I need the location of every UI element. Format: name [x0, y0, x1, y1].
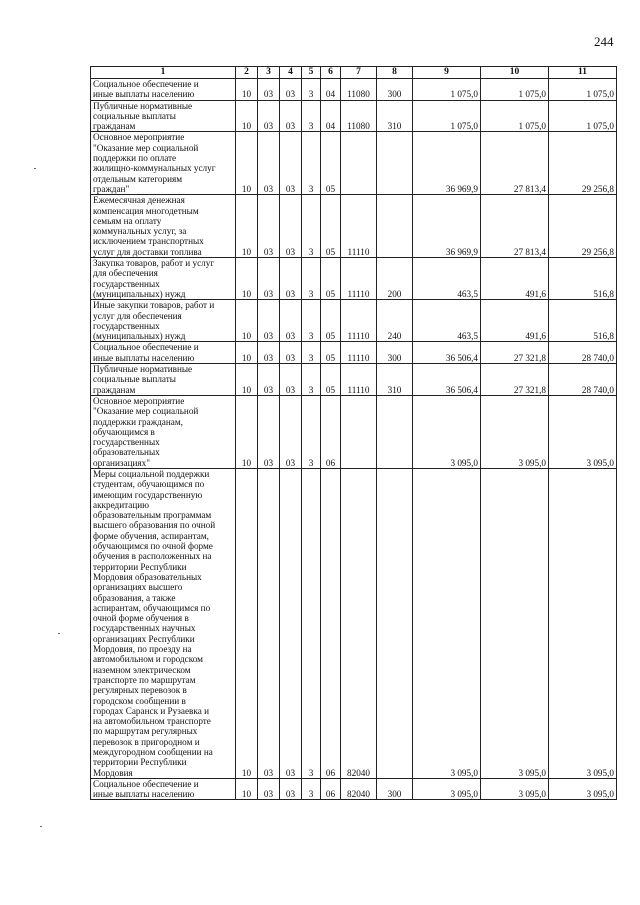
event-code: 06	[321, 395, 341, 468]
subprogram-code: 3	[302, 100, 321, 132]
section-code: 10	[236, 364, 258, 396]
amount-year-2: 3 095,0	[481, 468, 549, 778]
expense-direction-code: 11080	[341, 100, 377, 132]
col-header: 2	[236, 67, 258, 79]
amount-year-1: 36 969,9	[413, 132, 481, 195]
program-code: 03	[280, 258, 302, 300]
amount-year-1: 36 506,4	[413, 364, 481, 396]
event-code: 05	[321, 195, 341, 258]
amount-year-1: 1 075,0	[413, 79, 481, 101]
subsection-code: 03	[258, 468, 280, 778]
expense-type-code	[377, 132, 413, 195]
program-code: 03	[280, 300, 302, 342]
amount-year-3: 1 075,0	[549, 100, 617, 132]
event-code: 05	[321, 258, 341, 300]
program-code: 03	[280, 468, 302, 778]
program-code: 03	[280, 342, 302, 364]
expense-type-code: 200	[377, 258, 413, 300]
row-name: Социальное обеспечение и иные выплаты населению	[91, 79, 236, 101]
amount-year-3: 1 075,0	[549, 79, 617, 101]
subprogram-code: 3	[302, 258, 321, 300]
amount-year-3: 516,8	[549, 300, 617, 342]
expense-direction-code: 82040	[341, 778, 377, 800]
event-code: 04	[321, 79, 341, 101]
col-header: 5	[302, 67, 321, 79]
amount-year-3: 3 095,0	[549, 778, 617, 800]
col-header: 10	[481, 67, 549, 79]
amount-year-3: 516,8	[549, 258, 617, 300]
expense-direction-code: 11080	[341, 79, 377, 101]
expense-type-code: 300	[377, 79, 413, 101]
subprogram-code: 3	[302, 79, 321, 101]
section-code: 10	[236, 132, 258, 195]
subprogram-code: 3	[302, 778, 321, 800]
section-code: 10	[236, 300, 258, 342]
event-code: 05	[321, 132, 341, 195]
amount-year-3: 29 256,8	[549, 132, 617, 195]
subsection-code: 03	[258, 79, 280, 101]
row-name: Публичные нормативные социальные выплаты гражданам	[91, 364, 236, 396]
expense-direction-code: 11110	[341, 300, 377, 342]
section-code: 10	[236, 342, 258, 364]
row-name: Меры социальной поддержки студентам, обучающимся по имеющим государственную аккредитацию образовательным программам высшего образования по очной форме обучения, аспирантам, обучающимся по очной форме обучения в расположенных на территории Республики Мордовия образовательных организациях высшего образования, а также аспирантам, обучающимся по очной форме обучения в государственных научных организациях Республики Мордовия, по проезду на автомобильном и городском наземном электрическом транспорте по маршрутам регулярных перевозок в городском сообщении в городах Саранск и Рузаевка и на автомобильном транспорте по маршрутам регулярных перевозок в пригородном и междугородном сообщении на территории Республики Мордовия	[91, 468, 236, 778]
col-header: 3	[258, 67, 280, 79]
table-row	[91, 79, 617, 101]
row-name: Основное мероприятие "Оказание мер социальной поддержки по оплате жилищно-коммунальных услуг отдельным категориям граждан"	[91, 132, 236, 195]
event-code: 05	[321, 364, 341, 396]
subprogram-code: 3	[302, 300, 321, 342]
table-row	[91, 468, 617, 778]
expense-direction-code	[341, 395, 377, 468]
subprogram-code: 3	[302, 195, 321, 258]
program-code: 03	[280, 100, 302, 132]
subsection-code: 03	[258, 342, 280, 364]
table-row	[91, 100, 617, 132]
amount-year-2: 491,6	[481, 258, 549, 300]
scan-speck	[40, 826, 42, 827]
col-header: 11	[549, 67, 617, 79]
col-header: 4	[280, 67, 302, 79]
subsection-code: 03	[258, 258, 280, 300]
program-code: 03	[280, 195, 302, 258]
event-code: 06	[321, 778, 341, 800]
subprogram-code: 3	[302, 364, 321, 396]
expense-direction-code: 11110	[341, 195, 377, 258]
program-code: 03	[280, 395, 302, 468]
program-code: 03	[280, 132, 302, 195]
row-name: Закупка товаров, работ и услуг для обеспечения государственных (муниципальных) нужд	[91, 258, 236, 300]
expense-type-code	[377, 468, 413, 778]
subprogram-code: 3	[302, 468, 321, 778]
col-header: 1	[91, 67, 236, 79]
table-row	[91, 364, 617, 396]
expense-type-code: 240	[377, 300, 413, 342]
subsection-code: 03	[258, 195, 280, 258]
amount-year-2: 1 075,0	[481, 79, 549, 101]
row-name: Публичные нормативные социальные выплаты гражданам	[91, 100, 236, 132]
program-code: 03	[280, 364, 302, 396]
scan-speck	[34, 168, 36, 169]
scan-speck	[58, 633, 60, 634]
table-row	[91, 342, 617, 364]
subprogram-code: 3	[302, 132, 321, 195]
section-code: 10	[236, 468, 258, 778]
table-row	[91, 132, 617, 195]
col-header: 6	[321, 67, 341, 79]
section-code: 10	[236, 395, 258, 468]
subsection-code: 03	[258, 100, 280, 132]
expense-direction-code: 11110	[341, 258, 377, 300]
subsection-code: 03	[258, 300, 280, 342]
subsection-code: 03	[258, 364, 280, 396]
row-name: Ежемесячная денежная компенсация многодетным семьям на оплату коммунальных услуг, за исключением транспортных услуг для доставки топлива	[91, 195, 236, 258]
row-name: Иные закупки товаров, работ и услуг для обеспечения государственных (муниципальных) нужд	[91, 300, 236, 342]
event-code: 05	[321, 300, 341, 342]
subsection-code: 03	[258, 395, 280, 468]
amount-year-3: 28 740,0	[549, 342, 617, 364]
amount-year-3: 29 256,8	[549, 195, 617, 258]
amount-year-1: 36 969,9	[413, 195, 481, 258]
expense-direction-code	[341, 132, 377, 195]
header-row	[91, 67, 617, 79]
row-name: Основное мероприятие "Оказание мер социальной поддержки гражданам, обучающимся в государственных образовательных организациях"	[91, 395, 236, 468]
expense-type-code	[377, 395, 413, 468]
subprogram-code: 3	[302, 395, 321, 468]
amount-year-2: 491,6	[481, 300, 549, 342]
expense-type-code: 310	[377, 364, 413, 396]
amount-year-1: 3 095,0	[413, 778, 481, 800]
amount-year-2: 27 813,4	[481, 195, 549, 258]
expense-type-code: 300	[377, 342, 413, 364]
amount-year-1: 1 075,0	[413, 100, 481, 132]
subsection-code: 03	[258, 778, 280, 800]
amount-year-1: 3 095,0	[413, 395, 481, 468]
expense-type-code: 300	[377, 778, 413, 800]
program-code: 03	[280, 79, 302, 101]
row-name: Социальное обеспечение и иные выплаты населению	[91, 778, 236, 800]
col-header: 9	[413, 67, 481, 79]
event-code: 04	[321, 100, 341, 132]
amount-year-2: 27 813,4	[481, 132, 549, 195]
program-code: 03	[280, 778, 302, 800]
expense-type-code	[377, 195, 413, 258]
amount-year-1: 3 095,0	[413, 468, 481, 778]
event-code: 06	[321, 468, 341, 778]
budget-table	[90, 66, 617, 800]
section-code: 10	[236, 778, 258, 800]
amount-year-2: 3 095,0	[481, 395, 549, 468]
expense-direction-code: 11110	[341, 342, 377, 364]
amount-year-1: 463,5	[413, 258, 481, 300]
table-row	[91, 300, 617, 342]
section-code: 10	[236, 195, 258, 258]
amount-year-2: 27 321,8	[481, 342, 549, 364]
table-row	[91, 778, 617, 800]
row-name: Социальное обеспечение и иные выплаты населению	[91, 342, 236, 364]
expense-direction-code: 82040	[341, 468, 377, 778]
expense-direction-code: 11110	[341, 364, 377, 396]
table-row	[91, 258, 617, 300]
col-header: 7	[341, 67, 377, 79]
page-number: 244	[594, 34, 614, 49]
amount-year-2: 27 321,8	[481, 364, 549, 396]
amount-year-3: 3 095,0	[549, 395, 617, 468]
section-code: 10	[236, 258, 258, 300]
section-code: 10	[236, 100, 258, 132]
section-code: 10	[236, 79, 258, 101]
amount-year-3: 28 740,0	[549, 364, 617, 396]
amount-year-2: 1 075,0	[481, 100, 549, 132]
subprogram-code: 3	[302, 342, 321, 364]
amount-year-3: 3 095,0	[549, 468, 617, 778]
expense-type-code: 310	[377, 100, 413, 132]
col-header: 8	[377, 67, 413, 79]
table-row	[91, 195, 617, 258]
amount-year-1: 463,5	[413, 300, 481, 342]
event-code: 05	[321, 342, 341, 364]
amount-year-2: 3 095,0	[481, 778, 549, 800]
table-row	[91, 395, 617, 468]
subsection-code: 03	[258, 132, 280, 195]
amount-year-1: 36 506,4	[413, 342, 481, 364]
